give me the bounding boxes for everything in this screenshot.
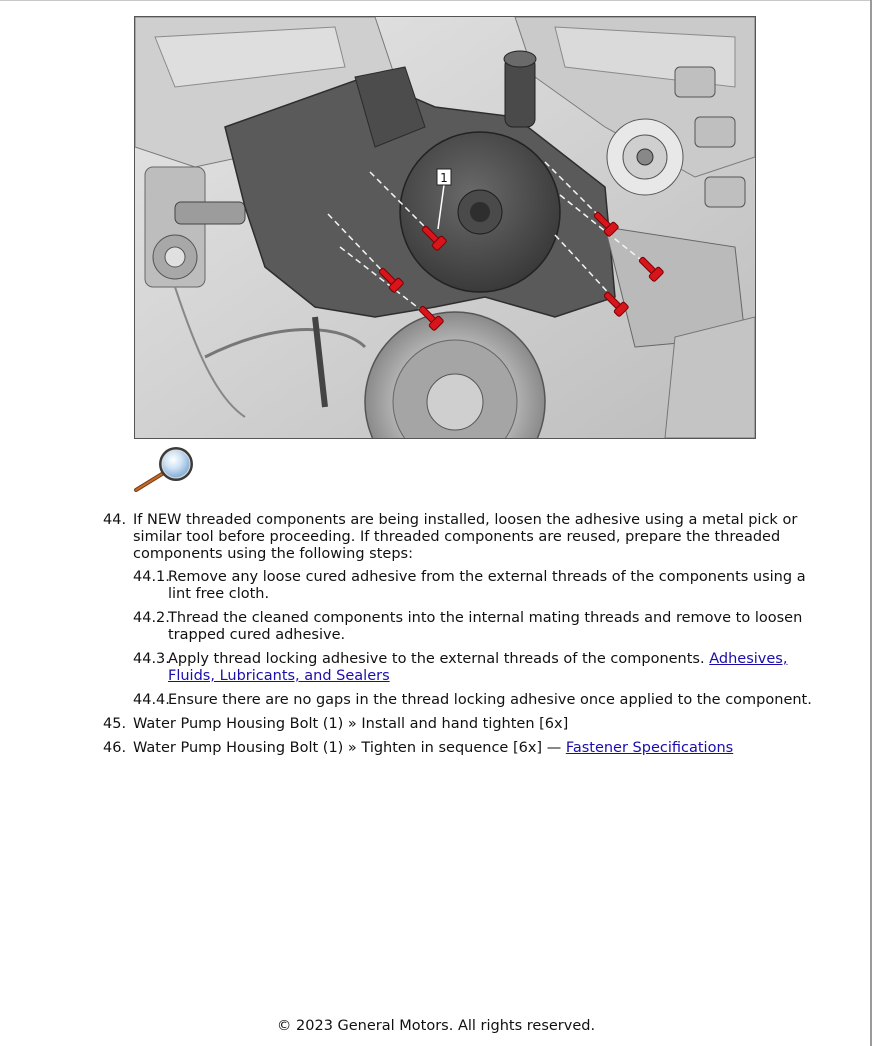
adhesives-link[interactable]: Adhesives, Fluids, Lubricants, and Sealers — [168, 651, 788, 684]
step-44 — [103, 512, 818, 709]
substep-number: 44.3. — [133, 651, 170, 667]
substep-text: Remove any loose cured adhesive from the external threads of the components using a lint free cloth. — [168, 569, 806, 602]
step-text: Water Pump Housing Bolt (1) » Install and hand tighten [6x] — [133, 716, 569, 732]
substep-number: 44.1. — [133, 569, 170, 585]
substep-number: 44.2. — [133, 610, 170, 626]
substep-text: Thread the cleaned components into the internal mating threads and remove to loosen trapped cured adhesive. — [168, 610, 803, 643]
substep-44-1 — [133, 569, 818, 603]
step-number: 44. — [103, 512, 127, 528]
magnifier-icon[interactable] — [132, 444, 200, 494]
copyright-footer: © 2023 General Motors. All rights reserved. — [276, 1018, 596, 1034]
step-text: If NEW threaded components are being installed, loosen the adhesive using a metal pick or similar tool before proceeding. If threaded components are reused, prepare the threaded components using the following steps: — [133, 512, 798, 562]
substep-44-2 — [133, 610, 818, 644]
procedure-steps — [103, 512, 818, 764]
engine-illustration — [134, 16, 756, 439]
substep-text: Apply thread locking adhesive to the external threads of the components. — [168, 651, 705, 667]
step-45 — [103, 716, 818, 733]
page-top-border — [0, 0, 872, 1]
substep-44-3 — [133, 651, 818, 685]
substep-44-4 — [133, 692, 818, 709]
fastener-specifications-link[interactable]: Fastener Specifications — [565, 740, 734, 756]
substep-text: Ensure there are no gaps in the thread locking adhesive once applied to the component. — [168, 692, 812, 708]
step-number: 45. — [103, 716, 127, 732]
step-text: Water Pump Housing Bolt (1) » Tighten in sequence [6x] — — [133, 740, 562, 756]
step-46 — [103, 740, 818, 757]
step-number: 46. — [103, 740, 127, 756]
callout-label: 1 — [440, 171, 448, 185]
substep-number: 44.4. — [133, 692, 170, 708]
